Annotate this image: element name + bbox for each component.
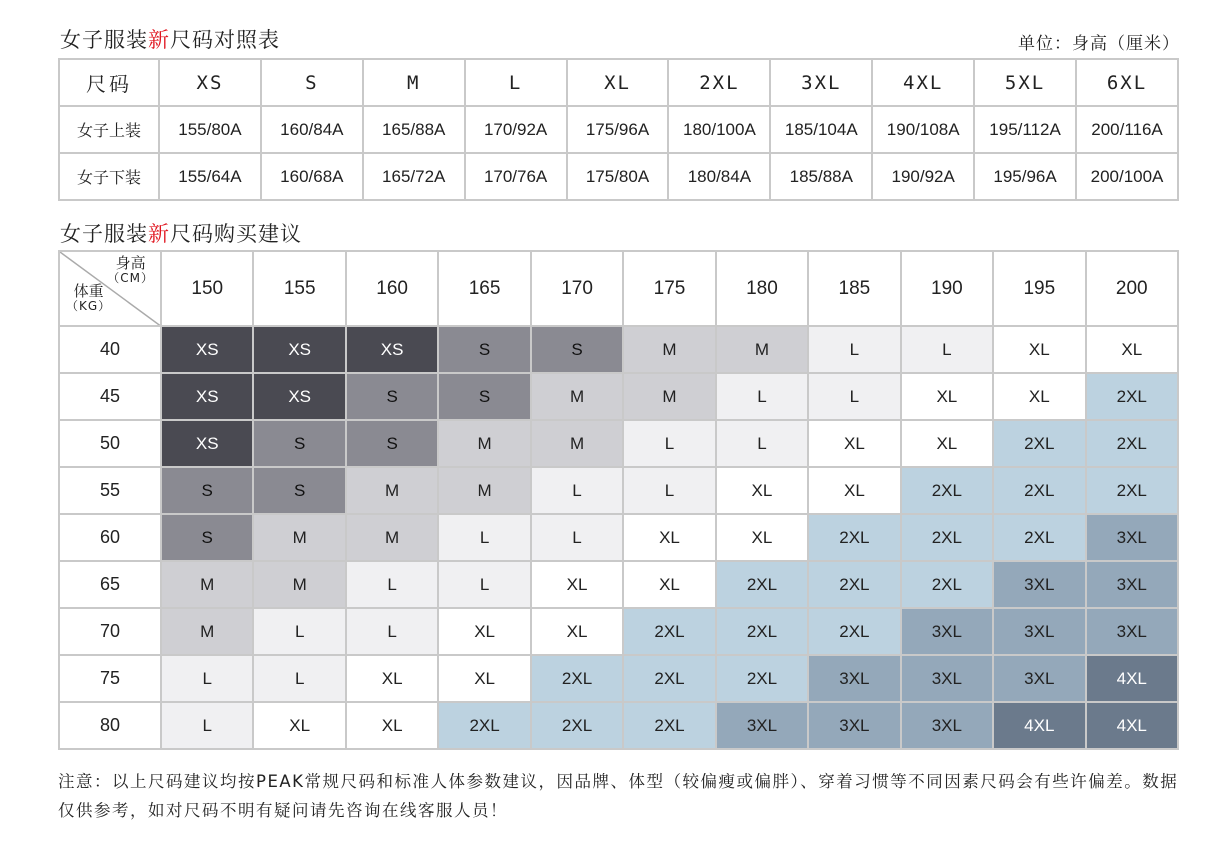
recommended-size-cell: XL — [808, 467, 900, 514]
weight-unit: （KG） — [66, 299, 112, 313]
recommended-size-cell: XL — [531, 608, 623, 655]
recommended-size-cell: 2XL — [808, 561, 900, 608]
size-header-row — [59, 59, 1178, 106]
weight-label-cell: 50 — [59, 420, 161, 467]
recommended-size-cell: 4XL — [993, 702, 1085, 749]
height-header-cell: 185 — [808, 251, 900, 326]
unit-label: 单位：身高（厘米） — [1018, 34, 1180, 54]
recommended-size-cell: L — [531, 514, 623, 561]
recommended-size-cell: L — [161, 655, 253, 702]
recommended-size-cell: 2XL — [901, 467, 993, 514]
recommended-size-cell: 4XL — [1086, 702, 1178, 749]
size-cell: 200/100A — [1076, 153, 1178, 200]
title-highlight: 新 — [148, 222, 170, 246]
size-cell: 155/80A — [159, 106, 261, 153]
recommended-size-cell: S — [161, 514, 253, 561]
size-cell: 175/80A — [567, 153, 669, 200]
recommended-size-cell: 3XL — [808, 655, 900, 702]
recommended-size-cell: 2XL — [993, 514, 1085, 561]
size-cell: 185/88A — [770, 153, 872, 200]
recommended-size-cell: XL — [531, 561, 623, 608]
recommended-size-cell: 2XL — [531, 655, 623, 702]
size-header-cell: 3XL — [770, 59, 872, 106]
size-header-cell: S — [261, 59, 363, 106]
size-header-cell: XL — [567, 59, 669, 106]
weight-row — [59, 608, 1178, 655]
recommended-size-cell: 2XL — [808, 608, 900, 655]
recommended-size-cell: 3XL — [1086, 561, 1178, 608]
recommended-size-cell: S — [253, 467, 345, 514]
recommended-size-cell: XS — [161, 420, 253, 467]
weight-label-cell: 75 — [59, 655, 161, 702]
size-cell: 195/96A — [974, 153, 1076, 200]
height-label: 身高 — [115, 254, 146, 272]
recommended-size-cell: M — [161, 561, 253, 608]
size-cell: 195/112A — [974, 106, 1076, 153]
recommended-size-cell: 3XL — [901, 608, 993, 655]
weight-label-cell: 80 — [59, 702, 161, 749]
recommended-size-cell: L — [438, 514, 530, 561]
recommended-size-cell: XS — [253, 326, 345, 373]
size-cell: 170/76A — [465, 153, 567, 200]
size-header-cell: L — [465, 59, 567, 106]
size-header-cell: XS — [159, 59, 261, 106]
recommended-size-cell: L — [253, 655, 345, 702]
recommended-size-cell: 2XL — [1086, 420, 1178, 467]
recommended-size-cell: XL — [993, 326, 1085, 373]
size-cell: 155/64A — [159, 153, 261, 200]
recommended-size-cell: XL — [623, 514, 715, 561]
recommended-size-cell: 4XL — [1086, 655, 1178, 702]
recommended-size-cell: M — [438, 467, 530, 514]
recommendation-title — [60, 218, 302, 248]
recommended-size-cell: XL — [1086, 326, 1178, 373]
recommended-size-cell: 2XL — [901, 514, 993, 561]
height-header-cell: 190 — [901, 251, 993, 326]
size-cell: 190/108A — [872, 106, 974, 153]
recommended-size-cell: M — [438, 420, 530, 467]
recommended-size-cell: 2XL — [623, 655, 715, 702]
size-header-cell: 2XL — [668, 59, 770, 106]
size-recommendation-table — [58, 250, 1179, 750]
row-label: 女子下装 — [59, 153, 159, 200]
weight-label-cell: 70 — [59, 608, 161, 655]
weight-label-cell: 65 — [59, 561, 161, 608]
recommended-size-cell: S — [161, 467, 253, 514]
weight-row — [59, 467, 1178, 514]
height-header-cell: 155 — [253, 251, 345, 326]
recommended-size-cell: 3XL — [808, 702, 900, 749]
weight-label-cell: 60 — [59, 514, 161, 561]
recommended-size-cell: L — [716, 373, 808, 420]
recommended-size-cell: M — [716, 326, 808, 373]
recommended-size-cell: L — [808, 326, 900, 373]
recommended-size-cell: XL — [901, 373, 993, 420]
weight-row — [59, 326, 1178, 373]
recommended-size-cell: 2XL — [716, 655, 808, 702]
recommended-size-cell: XL — [346, 702, 438, 749]
title-highlight: 新 — [148, 28, 170, 52]
recommended-size-cell: XL — [438, 655, 530, 702]
title-text: 女子服装 — [60, 222, 148, 246]
recommended-size-cell: M — [623, 373, 715, 420]
recommended-size-cell: 3XL — [1086, 608, 1178, 655]
recommended-size-cell: XS — [161, 373, 253, 420]
recommended-size-cell: 2XL — [808, 514, 900, 561]
size-header-cell: 4XL — [872, 59, 974, 106]
size-header-cell: M — [363, 59, 465, 106]
size-header-cell: 6XL — [1076, 59, 1178, 106]
recommended-size-cell: 2XL — [993, 467, 1085, 514]
recommended-size-cell: XL — [993, 373, 1085, 420]
height-header-cell: 195 — [993, 251, 1085, 326]
weight-row — [59, 514, 1178, 561]
size-cell: 170/92A — [465, 106, 567, 153]
recommended-size-cell: S — [346, 420, 438, 467]
weight-label: 体重 — [73, 282, 104, 300]
height-header-cell: 160 — [346, 251, 438, 326]
recommended-size-cell: XL — [438, 608, 530, 655]
recommended-size-cell: M — [346, 467, 438, 514]
recommended-size-cell: XS — [253, 373, 345, 420]
recommended-size-cell: L — [531, 467, 623, 514]
recommended-size-cell: XS — [346, 326, 438, 373]
recommended-size-cell: M — [161, 608, 253, 655]
row-label: 女子上装 — [59, 106, 159, 153]
height-header-cell: 200 — [1086, 251, 1178, 326]
recommended-size-cell: L — [438, 561, 530, 608]
size-cell: 160/84A — [261, 106, 363, 153]
size-cell: 185/104A — [770, 106, 872, 153]
recommended-size-cell: 3XL — [901, 702, 993, 749]
recommended-size-cell: 2XL — [623, 608, 715, 655]
recommended-size-cell: 2XL — [901, 561, 993, 608]
recommended-size-cell: M — [531, 373, 623, 420]
recommended-size-cell: L — [716, 420, 808, 467]
recommended-size-cell: S — [531, 326, 623, 373]
recommended-size-cell: XS — [161, 326, 253, 373]
height-header-cell: 165 — [438, 251, 530, 326]
weight-row — [59, 561, 1178, 608]
size-row — [59, 106, 1178, 153]
recommended-size-cell: L — [623, 467, 715, 514]
recommended-size-cell: 3XL — [993, 655, 1085, 702]
recommended-size-cell: L — [623, 420, 715, 467]
recommended-size-cell: M — [253, 514, 345, 561]
recommended-size-cell: L — [253, 608, 345, 655]
weight-label-cell: 55 — [59, 467, 161, 514]
weight-row — [59, 655, 1178, 702]
recommended-size-cell: 3XL — [716, 702, 808, 749]
recommended-size-cell: L — [346, 561, 438, 608]
weight-row — [59, 420, 1178, 467]
size-comparison-table — [58, 58, 1179, 201]
recommended-size-cell: 2XL — [716, 608, 808, 655]
recommended-size-cell: S — [253, 420, 345, 467]
recommended-size-cell: 2XL — [623, 702, 715, 749]
size-cell: 165/88A — [363, 106, 465, 153]
recommended-size-cell: M — [623, 326, 715, 373]
height-header-cell: 180 — [716, 251, 808, 326]
weight-label-cell: 40 — [59, 326, 161, 373]
height-header-cell: 150 — [161, 251, 253, 326]
disclaimer-note: 注意：以上尺码建议均按PEAK常规尺码和标准人体参数建议，因品牌、体型（较偏瘦或偏胖）、穿着习惯等不同因素尺码会有些许偏差。数据仅供参考，如对尺码不明有疑问请先咨询在线客服人员！ — [58, 772, 1179, 820]
height-header-row — [59, 251, 1178, 326]
weight-row — [59, 702, 1178, 749]
recommended-size-cell: 2XL — [438, 702, 530, 749]
size-cell: 180/84A — [668, 153, 770, 200]
recommended-size-cell: XL — [808, 420, 900, 467]
height-unit: （CM） — [107, 271, 154, 285]
size-cell: 165/72A — [363, 153, 465, 200]
recommended-size-cell: XL — [716, 514, 808, 561]
recommended-size-cell: M — [346, 514, 438, 561]
size-header-cell: 5XL — [974, 59, 1076, 106]
size-cell: 175/96A — [567, 106, 669, 153]
recommended-size-cell: L — [808, 373, 900, 420]
height-header-cell: 170 — [531, 251, 623, 326]
corner-cell — [59, 251, 161, 326]
recommended-size-cell: XL — [716, 467, 808, 514]
recommended-size-cell: L — [161, 702, 253, 749]
recommended-size-cell: XL — [901, 420, 993, 467]
title-text: 女子服装 — [60, 28, 148, 52]
recommended-size-cell: 2XL — [531, 702, 623, 749]
recommended-size-cell: 2XL — [993, 420, 1085, 467]
recommended-size-cell: S — [438, 326, 530, 373]
recommended-size-cell: 2XL — [1086, 467, 1178, 514]
size-header-label: 尺码 — [59, 59, 159, 106]
weight-label-cell: 45 — [59, 373, 161, 420]
height-axis-label — [107, 256, 154, 286]
title-text: 尺码对照表 — [170, 28, 280, 52]
size-row — [59, 153, 1178, 200]
recommended-size-cell: L — [346, 608, 438, 655]
recommended-size-cell: S — [438, 373, 530, 420]
recommended-size-cell: 3XL — [1086, 514, 1178, 561]
height-header-cell: 175 — [623, 251, 715, 326]
recommended-size-cell: M — [253, 561, 345, 608]
weight-axis-label — [66, 284, 111, 314]
recommended-size-cell: XL — [623, 561, 715, 608]
title-text: 尺码购买建议 — [170, 222, 302, 246]
recommended-size-cell: 3XL — [993, 608, 1085, 655]
recommended-size-cell: 3XL — [993, 561, 1085, 608]
recommended-size-cell: 2XL — [1086, 373, 1178, 420]
recommended-size-cell: M — [531, 420, 623, 467]
size-chart-title — [60, 24, 280, 54]
recommended-size-cell: S — [346, 373, 438, 420]
recommended-size-cell: 3XL — [901, 655, 993, 702]
recommended-size-cell: 2XL — [716, 561, 808, 608]
recommended-size-cell: XL — [253, 702, 345, 749]
size-cell: 190/92A — [872, 153, 974, 200]
recommended-size-cell: XL — [346, 655, 438, 702]
size-cell: 200/116A — [1076, 106, 1178, 153]
size-cell: 160/68A — [261, 153, 363, 200]
weight-row — [59, 373, 1178, 420]
size-cell: 180/100A — [668, 106, 770, 153]
recommended-size-cell: L — [901, 326, 993, 373]
